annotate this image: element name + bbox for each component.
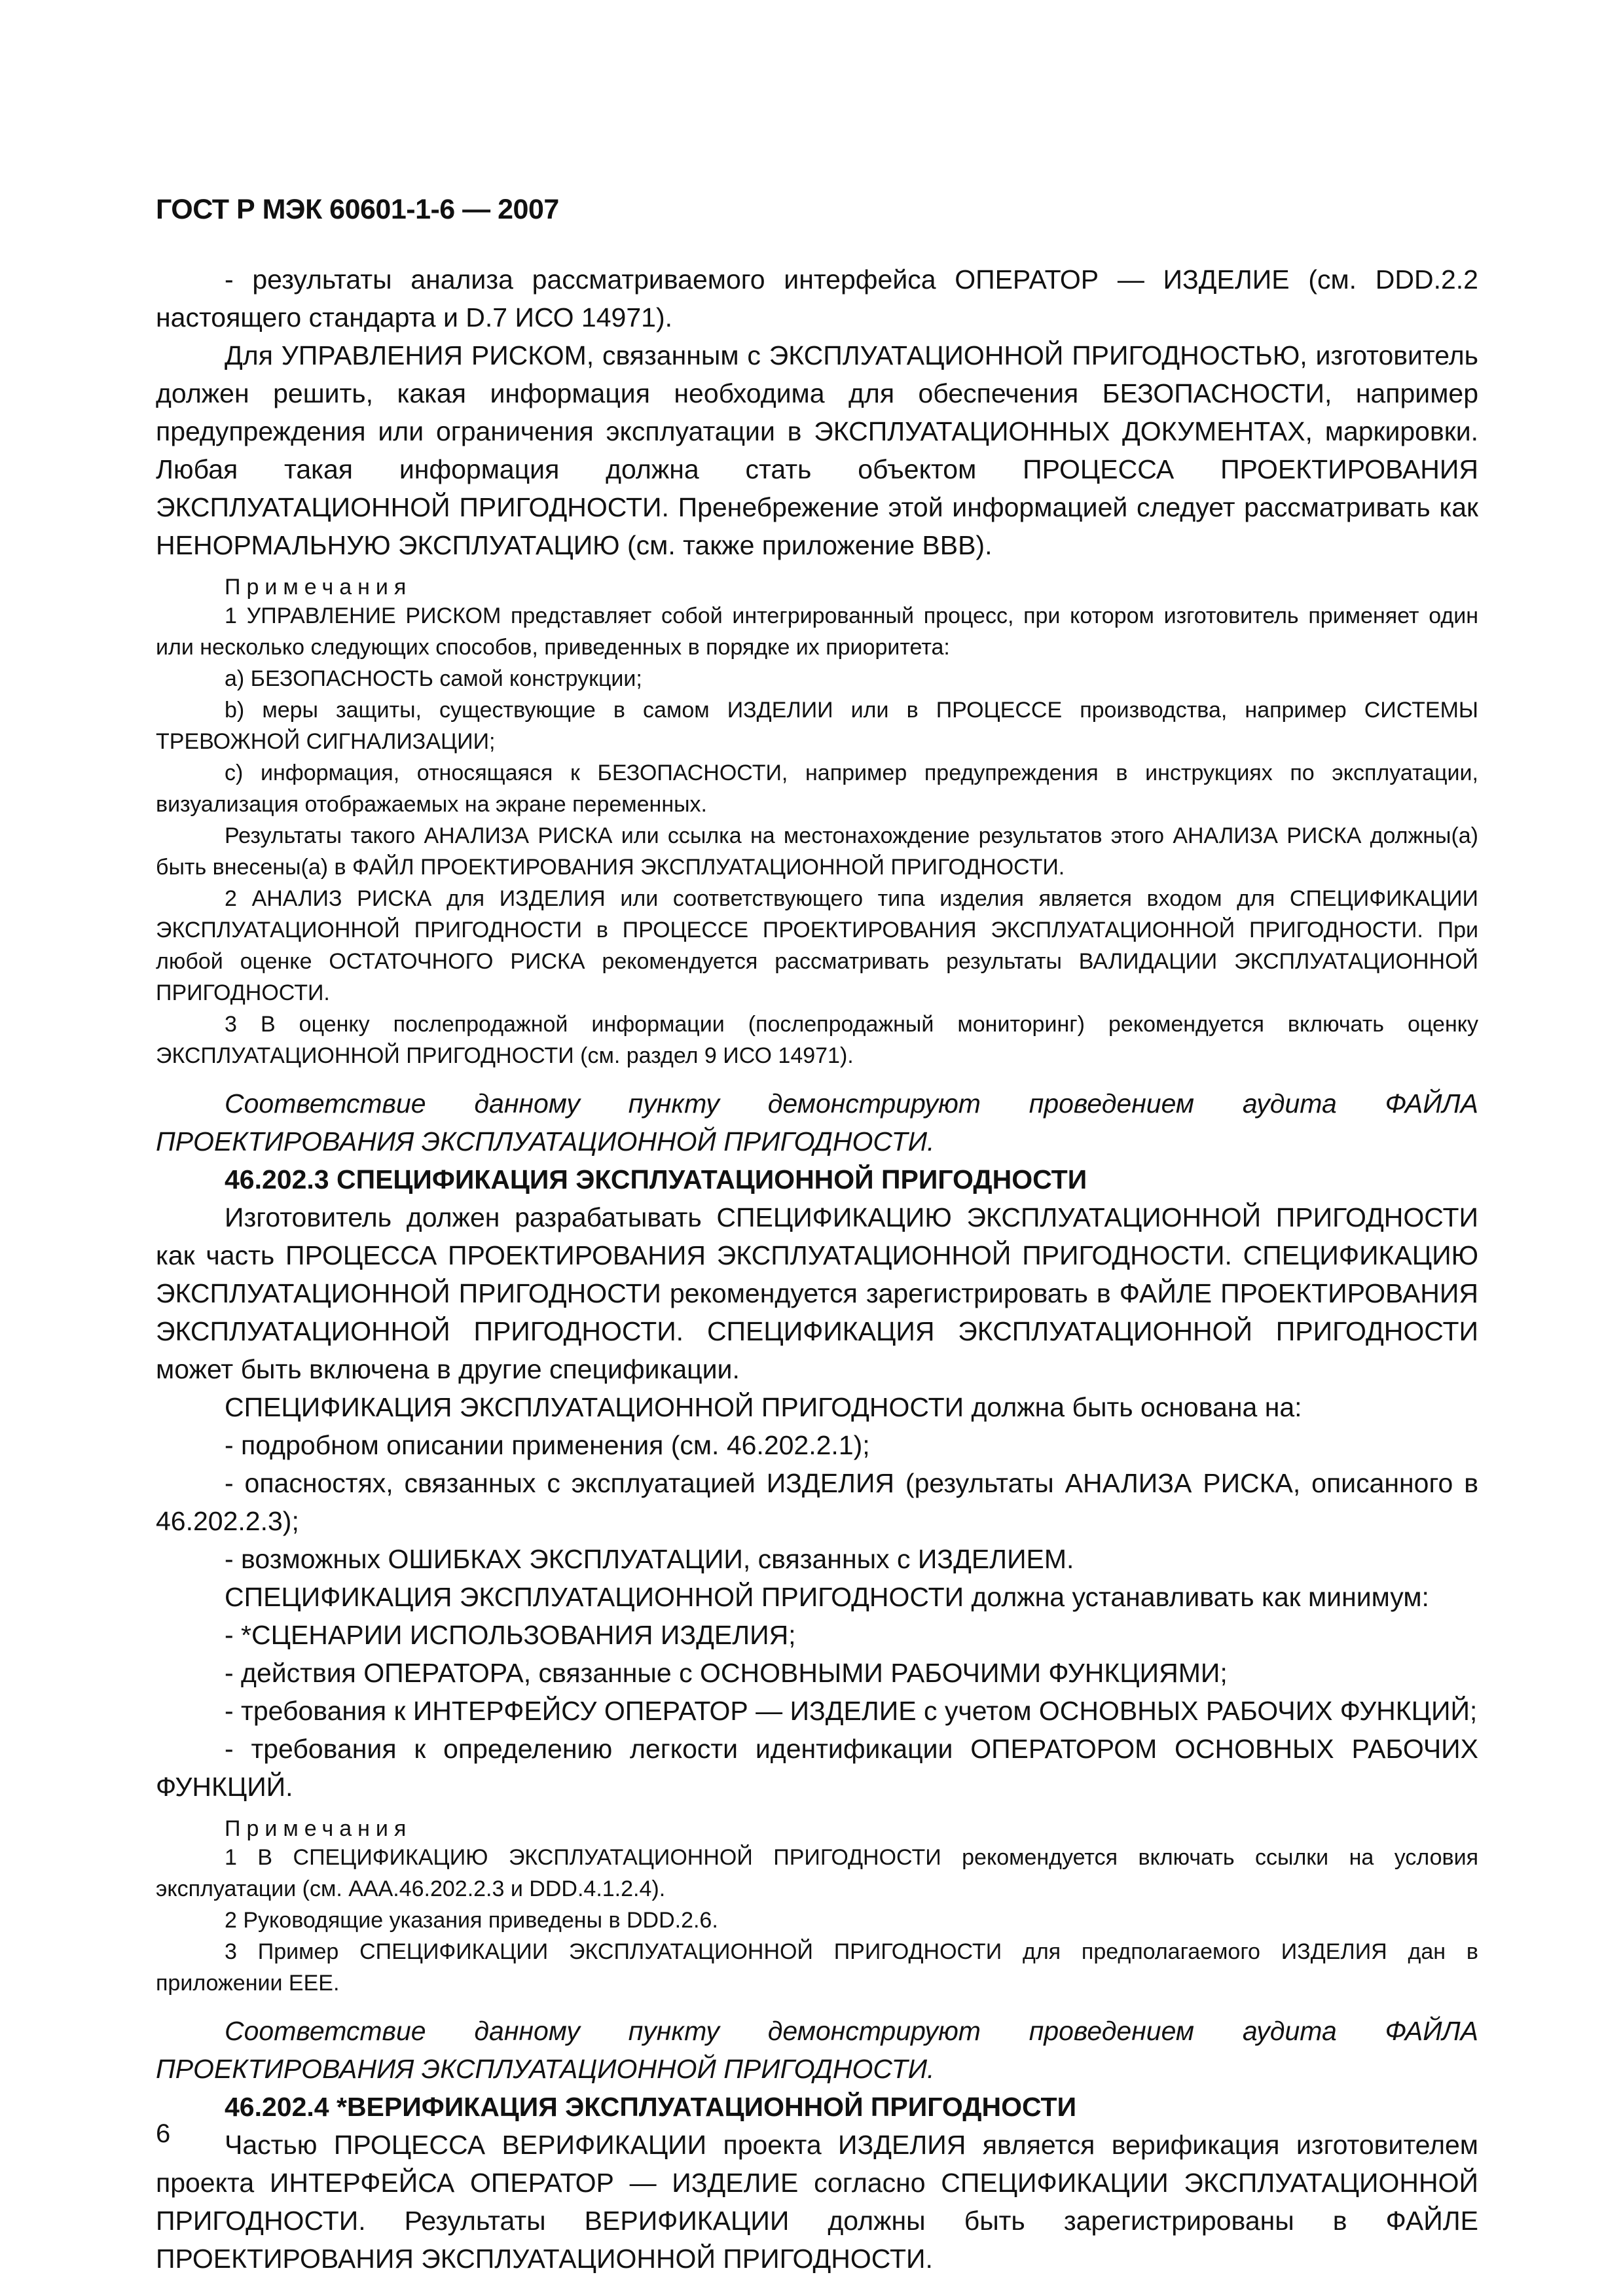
note-paragraph: c) информация, относящаяся к БЕЗОПАСНОСТИ, например предупреждения в инструкциях по эксплуатации, визуализация отображаемых на экране переменных. bbox=[156, 761, 1478, 817]
paragraph: СПЕЦИФИКАЦИЯ ЭКСПЛУАТАЦИОННОЙ ПРИГОДНОСТИ должна быть основана на: bbox=[225, 1392, 1302, 1422]
note-paragraph: 2 АНАЛИЗ РИСКА для ИЗДЕЛИЯ или соответствующего типа изделия является входом для СПЕЦИФИКАЦИИ ЭКСПЛУАТАЦИОННОЙ ПРИГОДНОСТИ в ПРОЦЕССЕ ПРОЕКТИРОВАНИЯ ЭКСПЛУАТАЦИОННОЙ ПРИГОДНОСТИ. При любой оценке ОСТАТОЧНОГО РИСКА рекомендуется рассматривать результаты ВАЛИДАЦИИ ЭКСПЛУАТАЦИОННОЙ ПРИГОДНОСТИ. bbox=[156, 886, 1478, 1005]
paragraph: - требования к ИНТЕРФЕЙСУ ОПЕРАТОР — ИЗДЕЛИЕ с учетом ОСНОВНЫХ РАБОЧИХ ФУНКЦИЙ; bbox=[225, 1696, 1478, 1726]
paragraph: - подробном описании применения (см. 46.202.2.1); bbox=[225, 1430, 870, 1460]
note-paragraph: a) БЕЗОПАСНОСТЬ самой конструкции; bbox=[225, 666, 642, 691]
paragraph: Для УПРАВЛЕНИЯ РИСКОМ, связанным с ЭКСПЛУАТАЦИОННОЙ ПРИГОДНОСТЬЮ, изготовитель должен решить, какая информация необходима для обеспечения БЕЗОПАСНОСТИ, например предупреждения или ограничения эксплуатации в ЭКСПЛУАТАЦИОННЫХ ДОКУМЕНТАХ, маркировки. Любая такая информация должна стать объектом ПРОЦЕССА ПРОЕКТИРОВАНИЯ ЭКСПЛУАТАЦИОННОЙ ПРИГОДНОСТИ. Пренебрежение этой информацией следует рассматривать как НЕНОРМАЛЬНУЮ ЭКСПЛУАТАЦИЮ (см. также приложение ВВВ). bbox=[156, 340, 1478, 560]
paragraph: - опасностях, связанных с эксплуатацией ИЗДЕЛИЯ (результаты АНАЛИЗА РИСКА, описанного в 46.202.2.3); bbox=[156, 1468, 1478, 1536]
paragraph: - требования к определению легкости идентификации ОПЕРАТОРОМ ОСНОВНЫХ РАБОЧИХ ФУНКЦИЙ. bbox=[156, 1734, 1478, 1802]
page-number: 6 bbox=[156, 2119, 171, 2148]
note-paragraph: Результаты такого АНАЛИЗА РИСКА или ссылка на местонахождение результатов этого АНАЛИЗА РИСКА должны(а) быть внесены(а) в ФАЙЛ ПРОЕКТИРОВАНИЯ ЭКСПЛУАТАЦИОННОЙ ПРИГОДНОСТИ. bbox=[156, 823, 1478, 880]
section-heading: 46.202.4 *ВЕРИФИКАЦИЯ ЭКСПЛУАТАЦИОННОЙ ПРИГОДНОСТИ bbox=[225, 2092, 1077, 2122]
section-heading: 46.202.3 СПЕЦИФИКАЦИЯ ЭКСПЛУАТАЦИОННОЙ ПРИГОДНОСТИ bbox=[225, 1164, 1087, 1194]
compliance-statement: Соответствие данному пункту демонстрируют проведением аудита ФАЙЛА ПРОЕКТИРОВАНИЯ ЭКСПЛУАТАЦИОННОЙ ПРИГОДНОСТИ. bbox=[156, 2016, 1478, 2084]
notes-heading: Примечания bbox=[225, 575, 412, 600]
compliance-statement: Соответствие данному пункту демонстрируют проведением аудита ФАЙЛА ПРОЕКТИРОВАНИЯ ЭКСПЛУАТАЦИОННОЙ ПРИГОДНОСТИ. bbox=[156, 1088, 1478, 1157]
paragraph: - действия ОПЕРАТОРА, связанные с ОСНОВНЫМИ РАБОЧИМИ ФУНКЦИЯМИ; bbox=[225, 1658, 1228, 1688]
note-paragraph: b) меры защиты, существующие в самом ИЗДЕЛИИ или в ПРОЦЕССЕ производства, например СИСТЕМЫ ТРЕВОЖНОЙ СИГНАЛИЗАЦИИ; bbox=[156, 698, 1478, 754]
paragraph: Изготовитель должен разрабатывать СПЕЦИФИКАЦИЮ ЭКСПЛУАТАЦИОННОЙ ПРИГОДНОСТИ как часть ПРОЦЕССА ПРОЕКТИРОВАНИЯ ЭКСПЛУАТАЦИОННОЙ ПРИГОДНОСТИ. СПЕЦИФИКАЦИЮ ЭКСПЛУАТАЦИОННОЙ ПРИГОДНОСТИ рекомендуется зарегистрировать в ФАЙЛЕ ПРОЕКТИРОВАНИЯ ЭКСПЛУАТАЦИОННОЙ ПРИГОДНОСТИ. СПЕЦИФИКАЦИЯ ЭКСПЛУАТАЦИОННОЙ ПРИГОДНОСТИ может быть включена в другие спецификации. bbox=[156, 1202, 1478, 1384]
paragraph: - результаты анализа рассматриваемого интерфейса ОПЕРАТОР — ИЗДЕЛИЕ (см. DDD.2.2 настоящего стандарта и D.7 ИСО 14971). bbox=[156, 264, 1478, 332]
document-body bbox=[156, 260, 1478, 2278]
paragraph: Частью ПРОЦЕССА ВЕРИФИКАЦИИ проекта ИЗДЕЛИЯ является верификация изготовителем проекта ИНТЕРФЕЙСА ОПЕРАТОР — ИЗДЕЛИЕ согласно СПЕЦИФИКАЦИИ ЭКСПЛУАТАЦИОННОЙ ПРИГОДНОСТИ. Результаты ВЕРИФИКАЦИИ должны быть зарегистрированы в ФАЙЛЕ ПРОЕКТИРОВАНИЯ ЭКСПЛУАТАЦИОННОЙ ПРИГОДНОСТИ. bbox=[156, 2130, 1478, 2274]
note-paragraph: 1 В СПЕЦИФИКАЦИЮ ЭКСПЛУАТАЦИОННОЙ ПРИГОДНОСТИ рекомендуется включать ссылки на условия эксплуатации (см. ААА.46.202.2.3 и DDD.4.1.2.4). bbox=[156, 1845, 1478, 1901]
paragraph: - *СЦЕНАРИИ ИСПОЛЬЗОВАНИЯ ИЗДЕЛИЯ; bbox=[225, 1620, 796, 1650]
notes-heading: Примечания bbox=[225, 1816, 412, 1841]
paragraph: - возможных ОШИБКАХ ЭКСПЛУАТАЦИИ, связанных с ИЗДЕЛИЕМ. bbox=[225, 1544, 1074, 1574]
note-paragraph: 3 Пример СПЕЦИФИКАЦИИ ЭКСПЛУАТАЦИОННОЙ ПРИГОДНОСТИ для предполагаемого ИЗДЕЛИЯ дан в приложении ЕЕЕ. bbox=[156, 1939, 1478, 1996]
note-paragraph: 3 В оценку послепродажной информации (послепродажный мониторинг) рекомендуется включать оценку ЭКСПЛУАТАЦИОННОЙ ПРИГОДНОСТИ (см. раздел 9 ИСО 14971). bbox=[156, 1012, 1478, 1068]
note-paragraph: 2 Руководящие указания приведены в DDD.2.6. bbox=[225, 1908, 718, 1933]
page-header: ГОСТ Р МЭК 60601-1-6 — 2007 bbox=[156, 194, 559, 225]
paragraph: СПЕЦИФИКАЦИЯ ЭКСПЛУАТАЦИОННОЙ ПРИГОДНОСТИ должна устанавливать как минимум: bbox=[225, 1582, 1429, 1612]
note-paragraph: 1 УПРАВЛЕНИЕ РИСКОМ представляет собой интегрированный процесс, при котором изготовитель применяет один или несколько следующих способов, приведенных в порядке их приоритета: bbox=[156, 603, 1478, 660]
